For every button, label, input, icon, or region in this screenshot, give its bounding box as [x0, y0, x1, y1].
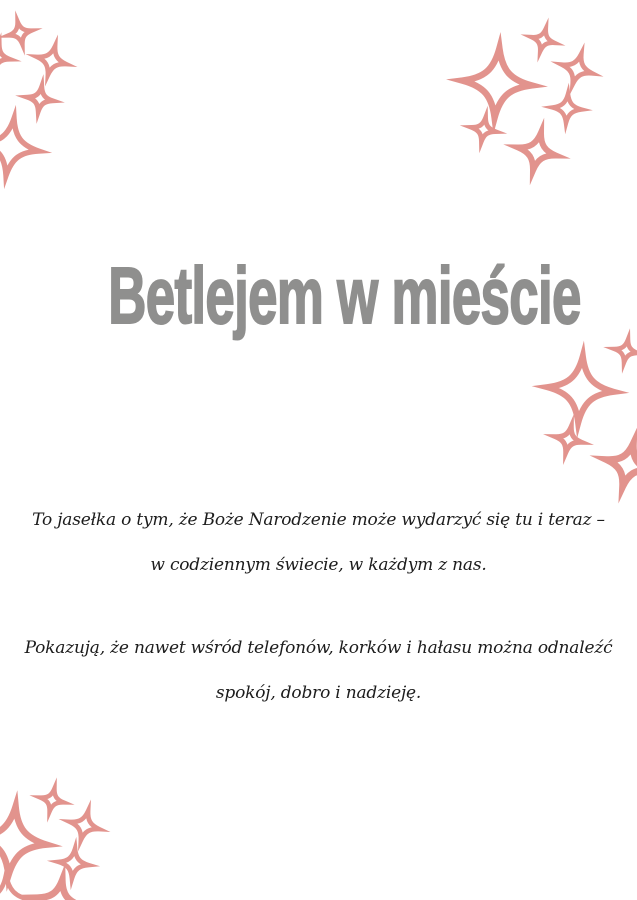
sparkle-icon — [0, 874, 32, 900]
sparkle-icon — [458, 43, 535, 124]
sparkle-icon — [469, 114, 498, 145]
intro-paragraph-line-1: To jasełka o tym, że Boże Narodzenie może wydarzyć się tu i teraz – — [32, 510, 605, 530]
sparkle-icon — [513, 125, 561, 177]
sparkle-icon — [0, 42, 12, 72]
sparkle-icon — [0, 113, 44, 181]
intro-paragraph-line-2: w codziennym świecie, w każdym z nas. — [150, 555, 487, 575]
sparkle-icon — [0, 801, 52, 880]
page-title: Betlejem w mieście — [108, 251, 581, 340]
sparkle-icon — [66, 807, 104, 845]
sparkle-icon — [552, 423, 584, 457]
sparkle-icon — [6, 19, 34, 47]
sparkle-icon — [33, 42, 71, 80]
intro-paragraph — [0, 498, 637, 588]
sparkle-icon — [557, 49, 597, 89]
sparkle-icon — [25, 84, 54, 113]
message-paragraph-line-2: spokój, dobro i nadzieję. — [215, 683, 422, 703]
sparkle-icon — [551, 92, 583, 125]
message-paragraph-line-1: Pokazują, że nawet wśród telefonów, korków i hałasu można odnaleźć — [24, 638, 613, 658]
sparkle-icon — [544, 353, 618, 427]
sparkle-icon — [600, 436, 637, 494]
message-paragraph — [0, 626, 637, 716]
